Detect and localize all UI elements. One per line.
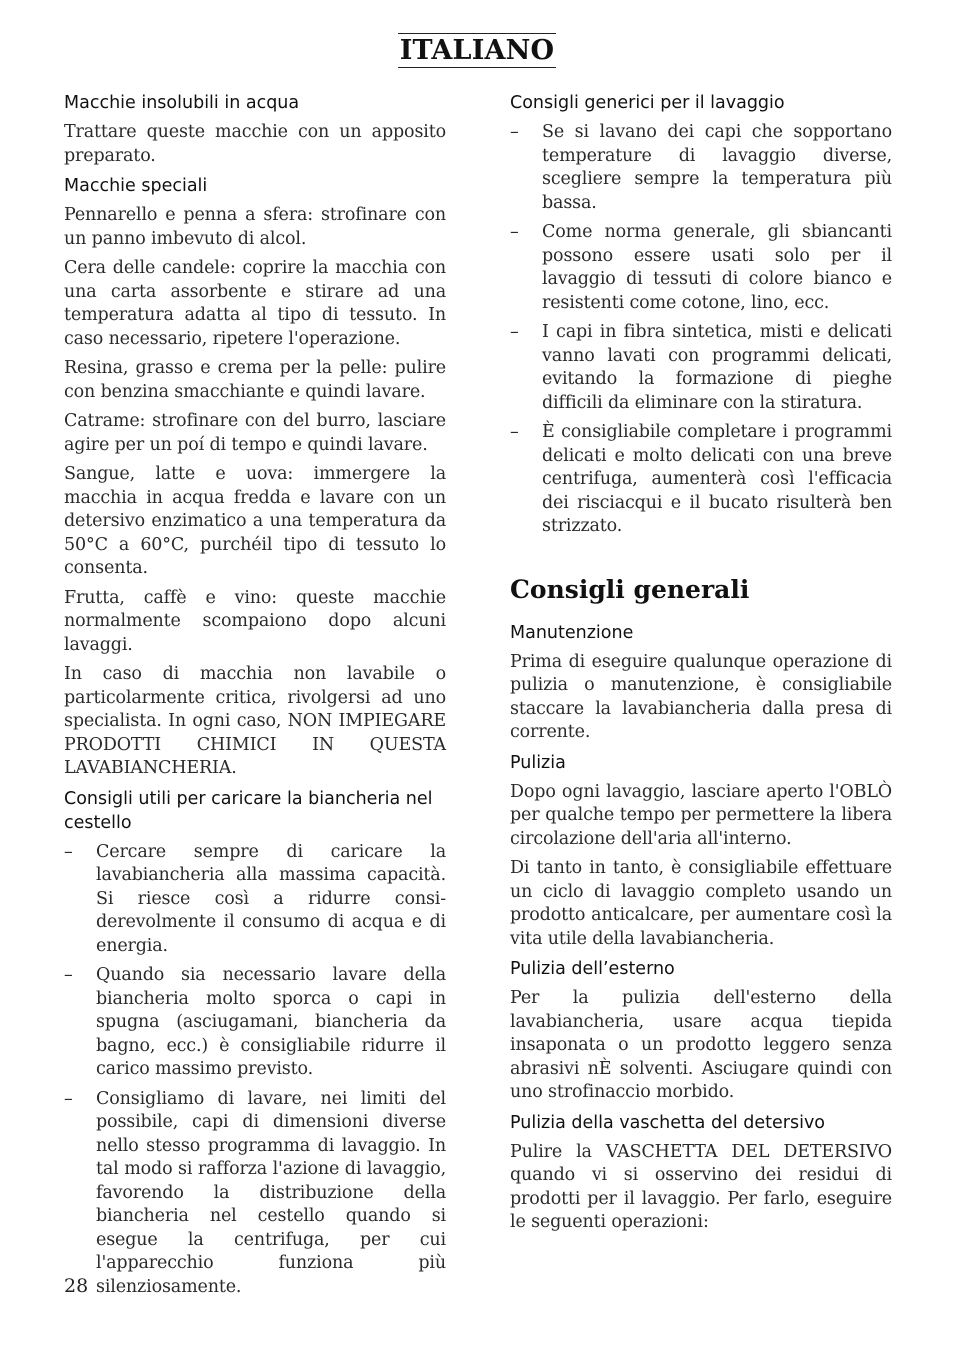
paragraph: Prima di eseguire qualunque operazione di pulizia o manutenzione, è consigliabile staccare la lavabiancheria dalla presa di corrente. xyxy=(510,651,892,742)
section-heading-loading-tips: Consigli utili per caricare la biancheria nel cestello xyxy=(64,788,433,833)
dash-marker: – xyxy=(64,965,73,985)
list-item xyxy=(510,321,892,415)
paragraph: Dopo ogni lavaggio, lasciare aperto l'OBLÒ per qualche tempo per permettere la libera circolazione dell'aria all'interno. xyxy=(510,781,892,849)
section-heading-washing-tips: Consigli generici per il lavaggio xyxy=(510,93,785,113)
paragraph: Pennarello e penna a sfera: strofinare con un panno imbevuto di alcol. xyxy=(64,205,446,249)
dash-marker: – xyxy=(64,841,73,862)
paragraph: Frutta, caffè e vino: queste macchie normalmente scompaiono dopo alcuni lavaggi. xyxy=(64,587,446,655)
paragraph: Cera delle candele: coprire la macchia con una carta assorbente e stirare ad una temperatura adatta al tipo di tessuto. In caso necessario, ripetere l'operazione. xyxy=(64,258,446,349)
list-item xyxy=(64,964,446,1082)
chapter-heading-general-tips: Consigli generali xyxy=(510,574,750,604)
page-header xyxy=(0,33,954,68)
paragraph: Catrame: strofinare con del burro, lasciare agire per un poí di tempo e quindi lavare. xyxy=(64,411,446,455)
section-heading-drawer-cleaning: Pulizia della vaschetta del detersivo xyxy=(510,1112,826,1133)
left-column xyxy=(64,91,446,1305)
right-column xyxy=(510,91,892,1241)
dash-marker: – xyxy=(510,322,519,342)
section-heading-maintenance: Manutenzione xyxy=(510,622,634,643)
dash-marker: – xyxy=(510,222,519,242)
loading-tips-list xyxy=(64,841,446,1300)
list-item-text: Quando sia necessario lavare della biancheria molto sporca o capi in spugna (asciugamani, biancheria da bagno, ecc.) è consigliabile ridurre il carico massimo previsto. xyxy=(96,965,446,1079)
paragraph: Sangue, latte e uova: immergere la macchia in acqua fredda e lavare con un detersivo enzimatico a una temperatura da 50°C a 60°C, purchéil tipo di tessuto lo consenta. xyxy=(64,464,446,578)
list-item xyxy=(510,221,892,315)
list-item-text: È consigliabile completare i programmi delicati e molto delicati con una breve centrifuga, aumenterà così l'efficacia dei risciacqui e il bucato risulterà ben strizzato. xyxy=(542,422,892,536)
paragraph: Resina, grasso e crema per la pelle: pulire con benzina smacchiante e quindi lavare. xyxy=(64,358,446,402)
paragraph: Trattare queste macchie con un apposito preparato. xyxy=(64,122,446,166)
paragraph: Per la pulizia dell'esterno della lavabiancheria, usare acqua tiepida insaponata o un prodotto leggero senza abrasivi nÈ solventi. Asciugare quindi con uno strofinaccio morbido. xyxy=(510,988,892,1102)
dash-marker: – xyxy=(64,1088,73,1109)
section-heading-exterior-cleaning: Pulizia dell’esterno xyxy=(510,959,675,979)
list-item xyxy=(510,421,892,539)
list-item xyxy=(510,121,892,215)
paragraph: Di tanto in tanto, è consigliabile effettuare un ciclo di lavaggio completo usando un prodotto anticalcare, per aumentare così la vita utile della lavabiancheria. xyxy=(510,858,892,949)
list-item-text: Consigliamo di lavare, nei limiti del possibile, capi di dimensioni diverse nello stesso programma di lavaggio. In tal modo si rafforza l'azione di lavaggio, favorendo la distribuzione della biancheria nel cestello quando si esegue la centrifuga, per cui l'apparecchio funziona più silenziosamente. xyxy=(96,1088,446,1297)
list-item xyxy=(64,1088,446,1300)
page-number: 28 xyxy=(64,1275,89,1297)
list-item-text: I capi in fibra sintetica, misti e delicati vanno lavati con programmi delicati, evitando la formazione di pieghe difficili da eliminare con la stiratura. xyxy=(542,322,892,413)
washing-tips-list xyxy=(510,121,892,539)
section-heading-special-stains: Macchie speciali xyxy=(64,176,208,196)
list-item-text: Come norma generale, gli sbiancanti possono essere usati solo per il lavaggio di tessuti di colore bianco e resistenti come cotone, lino, ecc. xyxy=(542,222,892,313)
list-item xyxy=(64,841,446,959)
list-item-text: Se si lavano dei capi che sopportano temperature di lavaggio diverse, scegliere sempre la temperatura più bassa. xyxy=(542,122,892,213)
section-heading-cleaning: Pulizia xyxy=(510,752,566,773)
list-item-text: Cercare sempre di caricare la lavabiancheria alla massima capacità. Si riesce così a ridurre consi- derevolmente il consumo di acqua e di energia. xyxy=(96,841,446,956)
dash-marker: – xyxy=(510,422,519,442)
page-title: ITALIANO xyxy=(399,35,555,66)
dash-marker: – xyxy=(510,122,519,142)
section-heading-insoluble-stains: Macchie insolubili in acqua xyxy=(64,93,300,113)
paragraph: Pulire la VASCHETTA DEL DETERSIVO quando vi si osservino dei residui di prodotti per il lavaggio. Per farlo, eseguire le seguenti operazioni: xyxy=(510,1141,892,1232)
paragraph: In caso di macchia non lavabile o particolarmente critica, rivolgersi ad uno specialista. In ogni caso, NON IMPIEGARE PRODOTTI CHIMICI IN QUESTA LAVABIANCHERIA. xyxy=(64,664,446,778)
